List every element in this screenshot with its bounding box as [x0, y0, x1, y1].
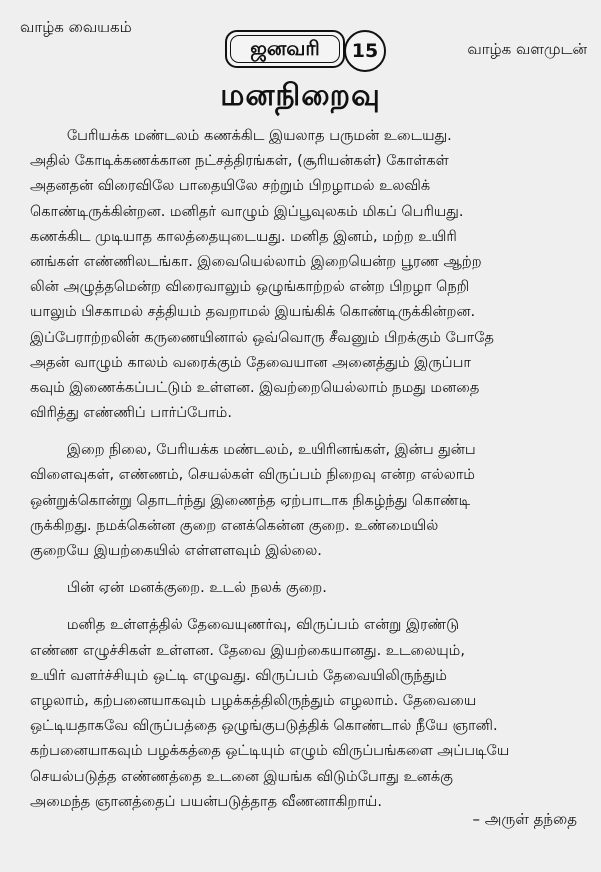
paragraph-line: இப்பேராற்றலின் கருணையினால் ஒவ்வொரு சீவனும் பிறக்கும் போதே	[30, 329, 494, 346]
paragraph-line: விளைவுகள், எண்ணம், செயல்கள் விருப்பம் நிறைவு என்ற எல்லாம்	[30, 467, 475, 484]
paragraph-line: ருக்கிறது. நமக்கென்ன குறை எனக்கென்ன குறை. உண்மையில்	[30, 517, 439, 534]
header-right-motto: வாழ்க வளமுடன்	[467, 40, 587, 58]
paragraph-gap	[30, 426, 582, 438]
paragraph-line: மனித உள்ளத்தில் தேவையுணர்வு, விருப்பம் என்று இரண்டு	[30, 617, 460, 634]
paragraph-line: எண்ண எழுச்சிகள் உள்ளன. தேவை இயற்கையானது. உடலையும்,	[30, 642, 465, 659]
paragraph-line: உயிர் வளர்ச்சியும் ஒட்டி எழுவது. விருப்பம் தேவையிலிருந்தும்	[30, 667, 447, 684]
paragraph-line: கவும் இணைக்கப்பட்டும் உள்ளன. இவற்றையெல்லாம் நமது மனதை	[30, 379, 480, 396]
paragraph-gap	[30, 564, 582, 576]
paragraph-line: விரித்து எண்ணிப் பார்ப்போம்.	[30, 405, 232, 422]
header-left-motto: வாழ்க வையகம்	[20, 18, 132, 36]
page-title: மனநிறைவு	[220, 78, 381, 113]
month-label: ஜனவரி	[250, 35, 320, 60]
paragraph-line: பேரியக்க மண்டலம் கணக்கிட இயலாத பருமன் உடையது.	[30, 128, 452, 144]
paragraph-line: லின் அழுத்தமென்ற விரைவாலும் ஒழுங்காற்றல் என்ற பிறழா நெறி	[30, 279, 470, 296]
paragraph-line: ஒட்டியதாகவே விருப்பத்தை ஒழுங்குபடுத்திக் கொண்டால் நீயே ஞானி.	[30, 718, 498, 735]
paragraph	[30, 438, 582, 564]
paragraph-line: பின் ஏன் மனக்குறை. உடல் நலக் குறை.	[30, 580, 327, 597]
month-label-box	[225, 30, 345, 68]
paragraph-line: அதன் வாழும் காலம் வரைக்கும் தேவையான அனைத்தும் இருப்பா	[30, 354, 471, 371]
paragraph-line: குறையே இயற்கையில் எள்ளளவும் இல்லை.	[30, 543, 322, 559]
paragraph-line: கணக்கிட முடியாத காலத்தையுடையது. மனித இனம், மற்ற உயிரி	[30, 228, 457, 245]
body-text	[30, 124, 582, 815]
paragraph-line: அதில் கோடிக்கணக்கான நட்சத்திரங்கள், (சூரியன்கள்) கோள்கள்	[30, 153, 449, 170]
paragraph-gap	[30, 601, 582, 613]
paragraph-line: யாலும் பிசகாமல் சத்தியம் தவறாமல் இயங்கிக் கொண்டிருக்கின்றன.	[30, 304, 476, 321]
paragraph-line: இறை நிலை, பேரியக்க மண்டலம், உயிரினங்கள், இன்ப துன்ப	[30, 442, 476, 459]
paragraph-line: எழலாம், கற்பனையாகவும் பழக்கத்திலிருந்தும் எழலாம். தேவையை	[30, 692, 477, 709]
paragraph-line: அதனதன் விரைவிலே பாதையிலே சற்றும் பிறழாமல் உலவிக்	[30, 178, 431, 195]
paragraph	[30, 613, 582, 815]
paragraph-line: ஒன்றுக்கொன்று தொடர்ந்து இணைந்த ஏற்பாடாக நிகழ்ந்து கொண்டி	[30, 492, 471, 509]
day-number: 15	[351, 40, 379, 62]
paragraph	[30, 576, 582, 601]
signature: – அருள் தந்தை	[472, 810, 577, 828]
paragraph	[30, 124, 582, 426]
paragraph-line: அமைந்த ஞானத்தைப் பயன்படுத்தாத வீணனாகிறாய்.	[30, 793, 382, 810]
paragraph-line: கற்பனையாகவும் பழக்கத்தை ஒட்டியும் எழும் விருப்பங்களை அப்படியே	[30, 743, 510, 760]
paragraph-line: னங்கள் எண்ணிலடங்கா. இவையெல்லாம் இறையென்ற பூரண ஆற்ற	[30, 253, 482, 270]
paragraph-line: செயல்படுத்த எண்ணத்தை உடனை இயங்க விடும்போது உனக்கு	[30, 768, 453, 785]
day-number-circle	[344, 30, 386, 72]
paragraph-line: கொண்டிருக்கின்றன. மனிதர் வாழும் இப்பூவுலகம் மிகப் பெரியது.	[30, 203, 464, 220]
